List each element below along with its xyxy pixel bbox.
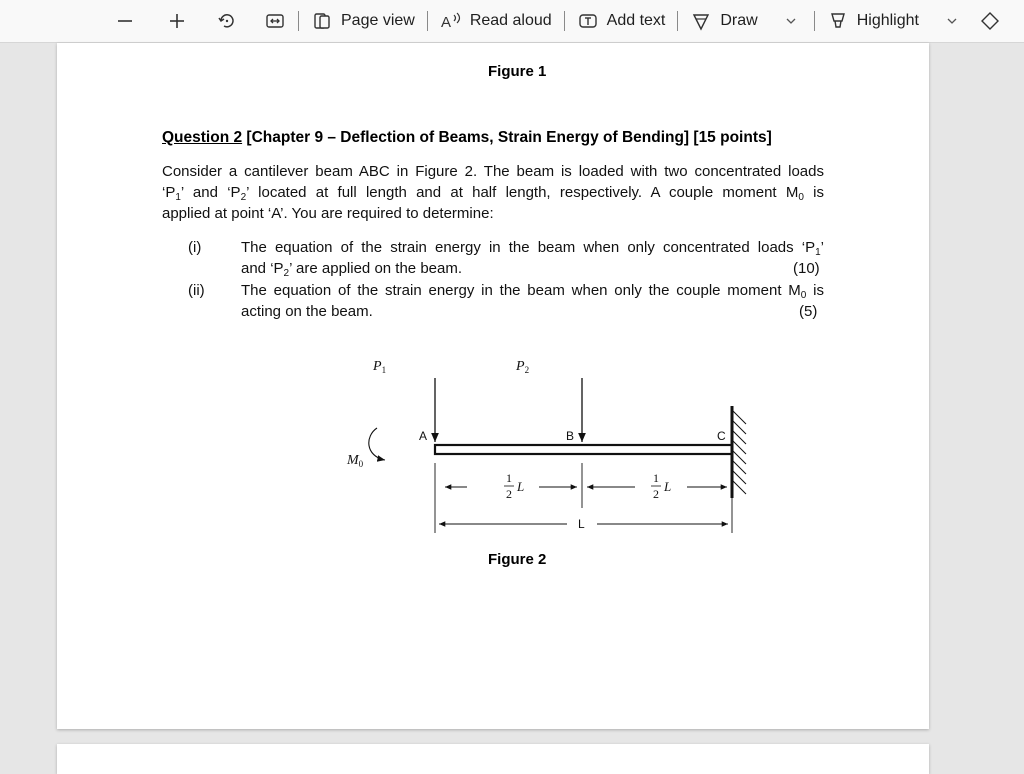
page-view-label: Page view — [341, 12, 415, 29]
half-length-label: L — [517, 479, 525, 494]
toolbar-divider — [677, 11, 678, 31]
svg-text:A: A — [440, 14, 451, 31]
rotate-icon — [216, 10, 238, 32]
intro-line: applied at point ‘A’. You are required to determine: — [162, 205, 494, 222]
fit-width-button[interactable] — [258, 5, 292, 37]
full-length-label: L — [578, 517, 585, 531]
item-marks: (10) — [793, 260, 820, 277]
moment-label-m0: $M_0$ — [347, 453, 364, 469]
intro-paragraph — [162, 161, 824, 224]
highlight-icon — [827, 10, 849, 32]
erase-button[interactable] — [969, 5, 1001, 37]
intro-line: Consider a cantilever beam ABC in Figure 2. The beam is loaded with two concentrated loads — [162, 163, 824, 180]
item-number: (i) — [188, 239, 202, 256]
wall-hatching — [732, 410, 746, 494]
add-text-label: Add text — [606, 12, 666, 29]
question-label: Question 2 — [162, 129, 243, 146]
draw-label: Draw — [720, 12, 758, 29]
item-text: The equation of the strain energy in the beam when only the couple moment $M_0$ is acting on the beam. — [241, 282, 825, 320]
figure2-caption: Figure 2 — [488, 551, 547, 568]
half-length-label: L — [664, 479, 672, 494]
toolbar-divider — [427, 11, 428, 31]
intro-line: ‘$P_1$’ and ‘$P_2$’ located at full length and at half length, respectively. A couple moment $M_0$ is — [162, 184, 825, 203]
half-fraction-numerator: 1 — [506, 471, 512, 485]
chevron-down-icon[interactable] — [941, 10, 963, 32]
read-aloud-icon — [440, 10, 462, 32]
draw-button[interactable] — [684, 5, 807, 37]
zoom-in-button[interactable] — [160, 5, 194, 37]
fit-width-icon — [264, 10, 286, 32]
pdf-page — [57, 43, 929, 729]
read-aloud-button[interactable] — [434, 5, 558, 37]
eraser-icon — [979, 10, 1001, 32]
read-aloud-label: Read aloud — [469, 12, 552, 29]
half-fraction-denominator: 2 — [653, 487, 659, 501]
item-text: The equation of the strain energy in the beam when only concentrated loads ‘$P_1$’ and ‘$P_2$’ are applied on the beam. — [241, 239, 824, 279]
half-fraction-numerator: 1 — [653, 471, 659, 485]
add-text-icon — [577, 10, 599, 32]
toolbar-divider — [298, 11, 299, 31]
load-label-p1: $P_1$ — [373, 359, 387, 375]
point-label-c: C — [717, 429, 726, 443]
beam — [435, 445, 732, 454]
plus-icon — [166, 10, 188, 32]
pdf-page-next — [57, 744, 929, 774]
figure1-caption: Figure 1 — [488, 63, 547, 80]
question-title: [Chapter 9 – Deflection of Beams, Strain Energy of Bending] [15 points] — [242, 129, 772, 146]
toolbar-divider — [814, 11, 815, 31]
minus-icon — [114, 10, 136, 32]
page-view-button[interactable] — [305, 5, 421, 37]
load-label-p2: $P_2$ — [516, 359, 530, 375]
point-label-b: B — [566, 429, 575, 443]
add-text-button[interactable] — [571, 5, 672, 37]
half-fraction-denominator: 2 — [506, 487, 512, 501]
question-heading — [162, 129, 772, 147]
item-number: (ii) — [188, 282, 205, 299]
page-view-icon — [311, 10, 333, 32]
highlight-label: Highlight — [856, 12, 919, 29]
cantilever-beam-diagram — [277, 348, 726, 543]
point-label-a: A — [419, 429, 428, 443]
zoom-out-button[interactable] — [108, 5, 142, 37]
item-marks: (5) — [799, 303, 818, 320]
rotate-button[interactable] — [210, 5, 244, 37]
toolbar — [0, 0, 1024, 43]
chevron-down-icon[interactable] — [780, 10, 802, 32]
draw-icon — [690, 10, 712, 32]
toolbar-divider — [564, 11, 565, 31]
highlight-button[interactable] — [821, 5, 969, 37]
couple-moment-arrow — [369, 428, 385, 460]
